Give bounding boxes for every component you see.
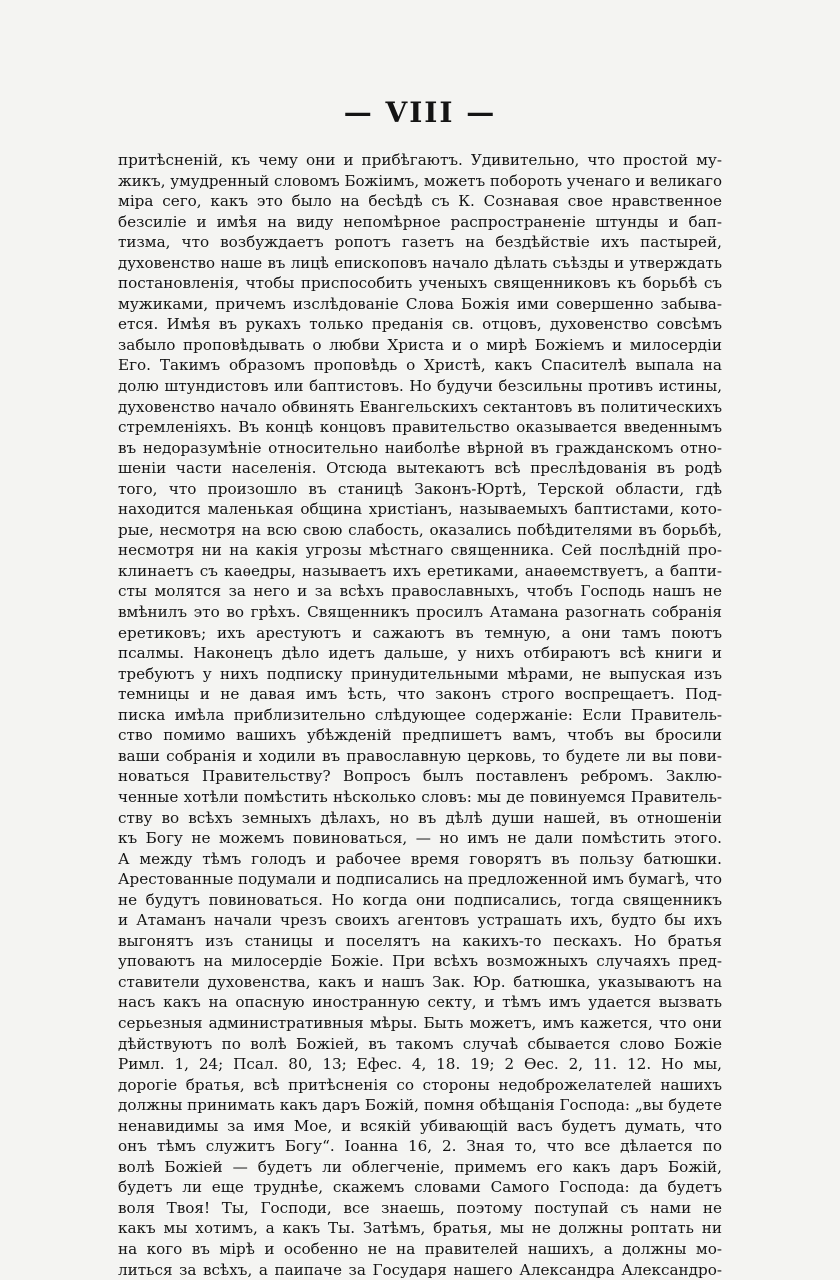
text-line: въ недоразумѣніе относительно наиболѣе вѣрной въ гражданскомъ отно- <box>118 438 722 457</box>
text-line: мужиками, причемъ изслѣдованіе Слова Божія ими совершенно забыва- <box>118 294 722 313</box>
text-line: міра сего, какъ это было на бесѣдѣ съ К. Сознавая свое нравственное <box>118 192 722 211</box>
text-line: Римл. 1, 24; Псал. 80, 13; Ефес. 4, 18. 19; 2 Ѳес. 2, 11. 12. Но мы, <box>118 1055 722 1074</box>
text-line: требуютъ у нихъ подписку принудительными мѣрами, не выпуская изъ <box>118 664 722 683</box>
text-line: забыло проповѣдывать о любви Христа и о мирѣ Божіемъ и милосердіи <box>118 335 722 354</box>
text-line: ство помимо вашихъ убѣжденій предпишетъ вамъ, чтобъ вы бросили <box>118 726 722 745</box>
text-line: уповаютъ на милосердіе Божіе. При всѣхъ возможныхъ случаяхъ пред- <box>118 952 722 971</box>
text-line: тизма, что возбуждаетъ ропотъ газетъ на бездѣйствіе ихъ пастырей, <box>118 233 722 252</box>
text-line: какъ мы хотимъ, а какъ Ты. Затѣмъ, братья, мы не должны роптать ни <box>118 1219 722 1238</box>
text-line: писка имѣла приблизительно слѣдующее содержаніе: Если Правитель- <box>118 705 722 724</box>
text-line: выгонятъ изъ станицы и поселятъ на какихъ-то пескахъ. Но братья <box>118 931 722 950</box>
text-line: притѣсненій, къ чему они и прибѣгаютъ. Удивительно, что простой му- <box>118 151 722 169</box>
text-line: постановленія, чтобы приспособить ученыхъ священниковъ къ борьбѣ съ <box>118 274 722 293</box>
text-line: литься за всѣхъ, а паипаче за Государя нашего Александра Александро- <box>118 1260 722 1279</box>
text-line: ставители духовенства, какъ и нашъ Зак. Юр. батюшка, указываютъ на <box>118 972 722 991</box>
text-line: находится маленькая община христіанъ, называемыхъ баптистами, кото- <box>118 500 722 519</box>
text-line: ваши собранія и ходили въ православную церковь, то будете ли вы пови- <box>118 746 722 765</box>
text-line: онъ тѣмъ служитъ Богу“. Іоанна 16, 2. Зная то, что все дѣлается по <box>118 1137 722 1156</box>
text-line: серьезныя административныя мѣры. Быть можетъ, имъ кажется, что они <box>118 1013 722 1032</box>
text-line: вмѣнилъ это во грѣхъ. Священникъ просилъ Атамана разогнать собранія <box>118 603 722 622</box>
text-line: духовенство начало обвинять Евангельскихъ сектантовъ въ политическихъ <box>118 397 722 416</box>
text-line: ется. Имѣя въ рукахъ только преданія св. отцовъ, духовенство совсѣмъ <box>118 315 722 334</box>
text-line: ченные хотѣли помѣстить нѣсколько словъ: мы де повинуемся Правитель- <box>118 787 722 806</box>
text-line: не будутъ повиноваться. Но когда они подписались, тогда священникъ <box>118 890 722 909</box>
text-line: сты молятся за него и за всѣхъ православныхъ, чтобъ Господь нашъ не <box>118 582 722 601</box>
text-line: ству во всѣхъ земныхъ дѣлахъ, но въ дѣлѣ души нашей, въ отношеніи <box>118 808 722 827</box>
text-line: дорогіе братья, всѣ притѣсненія со стороны недоброжелателей нашихъ <box>118 1075 722 1094</box>
text-line: дѣйствуютъ по волѣ Божіей, въ такомъ случаѣ сбывается слово Божіе <box>118 1034 722 1053</box>
text-line: рые, несмотря на всю свою слабость, оказались побѣдителями въ борьбѣ, <box>118 520 722 539</box>
text-line: будетъ ли еще труднѣе, скажемъ словами Самого Господа: да будетъ <box>118 1178 722 1197</box>
text-line: и Атаманъ начали чрезъ своихъ агентовъ устрашать ихъ, будто бы ихъ <box>118 911 722 930</box>
text-line: темницы и не давая имъ ѣсть, что законъ строго воспрещаетъ. Под- <box>118 685 722 704</box>
text-line: духовенство наше въ лицѣ епископовъ начало дѣлать съѣзды и утверждать <box>118 253 722 272</box>
text-line: жикъ, умудренный словомъ Божіимъ, можетъ побороть ученаго и великаго <box>118 171 722 190</box>
text-line: стремленіяхъ. Въ концѣ концовъ правительство оказывается введеннымъ <box>118 418 722 437</box>
text-line: должны принимать какъ даръ Божій, помня обѣщанія Господа: „вы будете <box>118 1096 722 1115</box>
text-line: къ Богу не можемъ повиноваться, — но имъ не дали помѣстить этого. <box>118 829 722 848</box>
text-line: того, что произошло въ станицѣ Законъ-Юртѣ, Терской области, гдѣ <box>118 479 722 498</box>
text-line: А между тѣмъ голодъ и рабочее время говорятъ въ пользу батюшки. <box>118 849 722 868</box>
body-text <box>118 150 722 1280</box>
page-number-header: — VIII — <box>343 96 497 129</box>
text-line: шеніи части населенія. Отсюда вытекаютъ всѣ преслѣдованія въ родѣ <box>118 459 722 478</box>
text-line: еретиковъ; ихъ арестуютъ и сажаютъ въ темную, а они тамъ поютъ <box>118 623 722 642</box>
text-line: насъ какъ на опасную иностранную секту, и тѣмъ имъ удается вызвать <box>118 993 722 1012</box>
text-line: воля Твоя! Ты, Господи, все знаешь, поэтому поступай съ нами не <box>118 1198 722 1217</box>
text-line: на кого въ мірѣ и особенно не на правителей нашихъ, а должны мо- <box>118 1239 722 1258</box>
text-line: безсиліе и имѣя на виду непомѣрное распространеніе штунды и бап- <box>118 212 722 231</box>
text-line: Арестованные подумали и подписались на предложенной имъ бумагѣ, что <box>118 870 722 889</box>
text-line: долю штундистовъ или баптистовъ. Но будучи безсильны противъ истины, <box>118 377 722 396</box>
text-line: псалмы. Наконецъ дѣло идетъ дальше, у нихъ отбираютъ всѣ книги и <box>118 644 722 663</box>
text-line: волѣ Божіей — будетъ ли облегченіе, примемъ его какъ даръ Божій, <box>118 1157 722 1176</box>
text-line: ненавидимы за имя Мое, и всякій убивающій васъ будетъ думать, что <box>118 1116 722 1135</box>
text-line: несмотря ни на какія угрозы мѣстнаго священника. Сей послѣдній про- <box>118 541 722 560</box>
text-line: новаться Правительству? Вопросъ былъ поставленъ ребромъ. Заклю- <box>118 767 722 786</box>
text-line: клинаетъ съ каѳедры, называетъ ихъ еретиками, анаѳемствуетъ, а бапти- <box>118 561 722 580</box>
text-line: Его. Такимъ образомъ проповѣдь о Христѣ, какъ Спасителѣ выпала на <box>118 356 722 375</box>
